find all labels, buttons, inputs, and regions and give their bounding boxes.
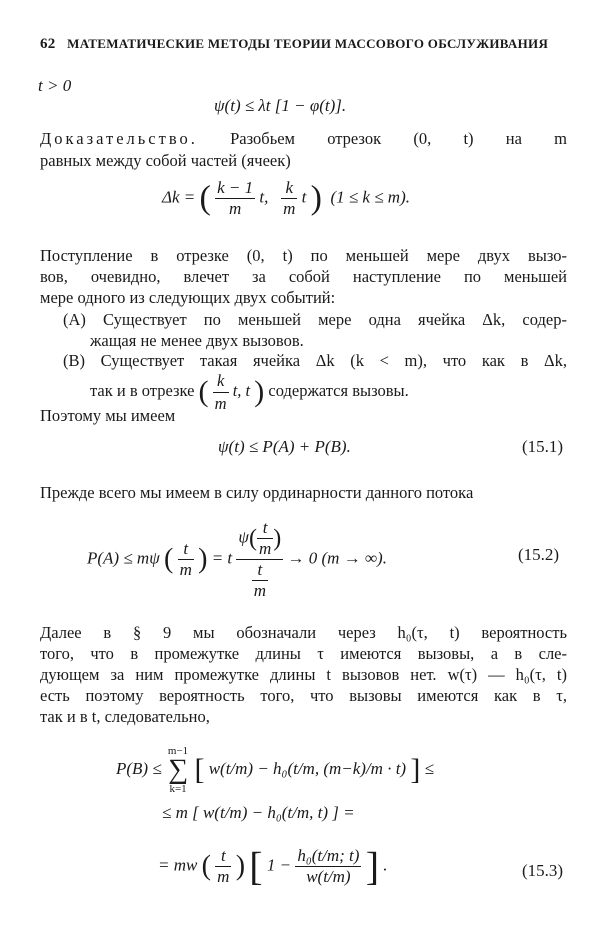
main-inequality: ψ(t) ≤ λt [1 − φ(t)]. — [214, 96, 347, 115]
equation-15-3-number: (15.3) — [522, 861, 564, 880]
equation-15-3-line-3: = mw ( $\frac{t}{m}$ ) [ 1 − $\frac{\text{h₀(t/m; t)}}{w(t/m)}$ ] . — [158, 843, 388, 889]
cells-equation: Δk = ( $\frac{k - 1}{m}$ t, $\frac{k}{m}$ t ) (1 ≤ k ≤ m). — [162, 178, 410, 218]
equation-15-3-line-2: ≤ m [ w(t/m) − h₀(t/m, t) ] = — [162, 803, 355, 822]
item-a-line-2: жащая не менее двух вызовов. — [90, 331, 304, 350]
equation-15-2: P(A) ≤ mψ ( $\frac{t}{m}$ ) = t ψ( $\frac{t}{m}$ ) $\frac{t}{m}$ → 0 (m → ∞). — [87, 518, 387, 600]
item-b-fraction: $\frac{k}{m}$ — [214, 371, 227, 413]
equation-15-1: ψ(t) ≤ P(A) + P(B). — [218, 437, 351, 456]
para2-line-5: так и в t, следовательно, — [40, 707, 210, 726]
sum-sign: m−1 ∑ k=1 — [167, 745, 189, 795]
page-number: 62 — [40, 36, 56, 52]
proof-heading: Доказательство. — [40, 129, 198, 148]
equation-15-3-line-1: P(B) ≤ m−1 ∑ k=1 [ w(t/m) − h₀(t/m, (m−k)/m · t) ] ≤ — [116, 745, 434, 795]
eq153-fraction: $\frac{\text{h₀(t/m; t)}}{w(t/m)}$ — [297, 846, 360, 886]
para2-line-2: того, что в промежутке длины τ имеются вызовы, а в сле- — [40, 644, 567, 663]
therefore-line: Поэтому мы имеем — [40, 406, 176, 425]
first-line: Прежде всего мы имеем в силу ординарности данного потока — [40, 483, 474, 502]
running-title: МАТЕМАТИЧЕСКИЕ МЕТОДЫ ТЕОРИИ МАССОВОГО ОБСЛУЖИВАНИЯ — [67, 36, 549, 51]
condition: t > 0 — [38, 76, 72, 95]
proof-line-2: равных между собой частей (ячеек) — [40, 151, 291, 170]
para2-line-3: дующем за ним промежутке длины t вызовов нет. w(τ) — h₀(τ, t) — [40, 665, 567, 684]
item-b-line-2: так и в отрезке ( $\frac{k}{m}$ t, t ) содержатся вызовы. — [90, 371, 409, 413]
cells-lhs: Δk = — [162, 187, 196, 207]
equation-15-1-number: (15.1) — [522, 437, 564, 456]
equation-15-2-number: (15.2) — [518, 545, 560, 564]
para2-line-1: Далее в § 9 мы обозначали через h₀(τ, t) вероятность — [40, 623, 567, 642]
para1-line-1: Поступление в отрезке (0, t) по меньшей мере двух вызо- — [40, 246, 567, 265]
running-header — [40, 36, 580, 53]
para1-line-3: мере одного из следующих двух событий: — [40, 288, 336, 307]
proof-line-1-rest: Разобьем отрезок (0, t) на m — [230, 129, 567, 148]
item-a-line-1: (A) Существует по меньшей мере одна ячейка Δk, содер- — [63, 310, 567, 329]
cells-fraction-1: $\frac{k - 1}{m}$ — [217, 178, 254, 218]
item-b-line-1: (B) Существует такая ячейка Δk (k < m), что как в Δk, — [63, 351, 567, 370]
cells-fraction-2: $\frac{k}{m}$ — [283, 178, 296, 218]
proof-line-1 — [40, 128, 567, 150]
para1-line-2: вов, очевидно, влечет за собой наступление по меньшей — [40, 267, 567, 286]
cells-range: (1 ≤ k ≤ m). — [330, 187, 410, 207]
eq152-big-fraction: ψ( $\frac{t}{m}$ ) $\frac{t}{m}$ — [238, 518, 282, 600]
para2-line-4: есть поэтому вероятность того, что вызовы имеются как в τ, — [40, 686, 567, 705]
